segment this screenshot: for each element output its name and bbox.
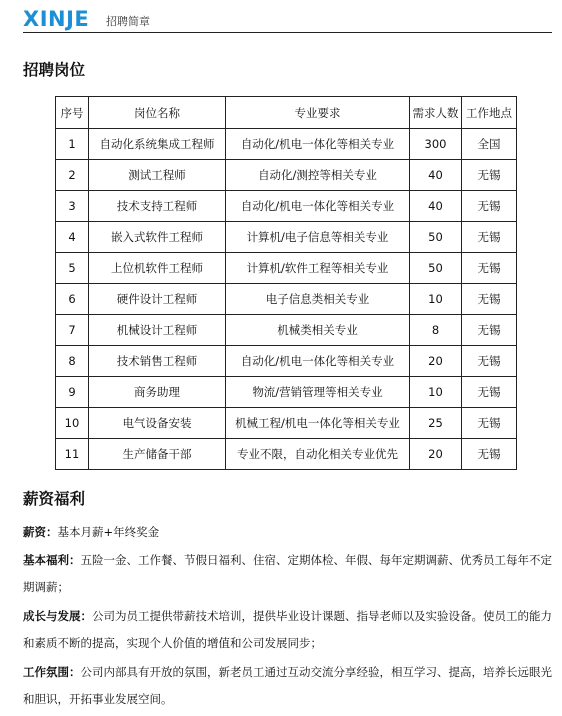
positions-table: [55, 96, 517, 470]
headcount-cell: 25: [410, 408, 462, 439]
headcount-cell: 300: [410, 129, 462, 160]
atmosphere-label: 工作氛围：: [23, 665, 81, 679]
table-row: [56, 253, 517, 284]
row-number-cell: 4: [56, 222, 89, 253]
work-location-cell: 无锡: [462, 346, 517, 377]
headcount-cell: 20: [410, 346, 462, 377]
major-requirement-cell: 自动化/机电一体化等相关专业: [226, 346, 410, 377]
row-number-cell: 2: [56, 160, 89, 191]
headcount-cell: 50: [410, 222, 462, 253]
row-number-cell: 9: [56, 377, 89, 408]
row-number-cell: 6: [56, 284, 89, 315]
salary-text: 基本月薪+年终奖金: [57, 525, 160, 539]
atmosphere-paragraph: [23, 659, 553, 713]
major-requirement-cell: 电子信息类相关专业: [226, 284, 410, 315]
column-header: 序号: [56, 97, 89, 129]
header-divider: [23, 32, 552, 33]
row-number-cell: 7: [56, 315, 89, 346]
page-header: [23, 6, 552, 36]
headcount-cell: 40: [410, 191, 462, 222]
basic-benefits-text: 五险一金、工作餐、节假日福利、住宿、定期体检、年假、每年定期调薪、优秀员工每年不定期调薪；: [23, 553, 552, 594]
major-requirement-cell: 自动化/测控等相关专业: [226, 160, 410, 191]
basic-benefits-paragraph: [23, 547, 553, 601]
table-row: [56, 315, 517, 346]
headcount-cell: 10: [410, 284, 462, 315]
headcount-cell: 8: [410, 315, 462, 346]
row-number-cell: 3: [56, 191, 89, 222]
major-requirement-cell: 物流/营销管理等相关专业: [226, 377, 410, 408]
major-requirement-cell: 机械类相关专业: [226, 315, 410, 346]
table-row: [56, 408, 517, 439]
work-location-cell: 无锡: [462, 439, 517, 470]
position-name-cell: 上位机软件工程师: [89, 253, 226, 284]
position-name-cell: 硬件设计工程师: [89, 284, 226, 315]
position-name-cell: 自动化系统集成工程师: [89, 129, 226, 160]
work-location-cell: 无锡: [462, 222, 517, 253]
column-header: 工作地点: [462, 97, 517, 129]
table-body: [56, 129, 517, 470]
position-name-cell: 电气设备安装: [89, 408, 226, 439]
table-row: [56, 191, 517, 222]
growth-label: 成长与发展：: [23, 609, 92, 623]
work-location-cell: 无锡: [462, 160, 517, 191]
position-name-cell: 机械设计工程师: [89, 315, 226, 346]
table-row: [56, 222, 517, 253]
work-location-cell: 全国: [462, 129, 517, 160]
company-logo: XINJE: [23, 7, 90, 31]
major-requirement-cell: 专业不限，自动化相关专业优先: [226, 439, 410, 470]
row-number-cell: 5: [56, 253, 89, 284]
position-name-cell: 生产储备干部: [89, 439, 226, 470]
position-name-cell: 嵌入式软件工程师: [89, 222, 226, 253]
salary-label: 薪资：: [23, 525, 58, 539]
column-header: 岗位名称: [89, 97, 226, 129]
work-location-cell: 无锡: [462, 377, 517, 408]
header-subtitle: 招聘简章: [106, 15, 150, 28]
table-row: [56, 377, 517, 408]
major-requirement-cell: 机械工程/机电一体化等相关专业: [226, 408, 410, 439]
atmosphere-text: 公司内部具有开放的氛围，新老员工通过互动交流分享经验，相互学习、提高，培养长远眼光和胆识，开拓事业发展空间。: [23, 665, 552, 706]
growth-text: 公司为员工提供带薪技术培训，提供毕业设计课题、指导老师以及实验设备。使员工的能力和素质不断的提高，实现个人价值的增值和公司发展同步；: [23, 609, 552, 650]
table-row: [56, 284, 517, 315]
row-number-cell: 1: [56, 129, 89, 160]
positions-heading: 招聘岗位: [23, 61, 86, 79]
table-row: [56, 129, 517, 160]
major-requirement-cell: 自动化/机电一体化等相关专业: [226, 191, 410, 222]
headcount-cell: 50: [410, 253, 462, 284]
position-name-cell: 商务助理: [89, 377, 226, 408]
table-row: [56, 439, 517, 470]
work-location-cell: 无锡: [462, 253, 517, 284]
column-header: 专业要求: [226, 97, 410, 129]
headcount-cell: 10: [410, 377, 462, 408]
major-requirement-cell: 自动化/机电一体化等相关专业: [226, 129, 410, 160]
major-requirement-cell: 计算机/软件工程等相关专业: [226, 253, 410, 284]
work-location-cell: 无锡: [462, 408, 517, 439]
row-number-cell: 10: [56, 408, 89, 439]
major-requirement-cell: 计算机/电子信息等相关专业: [226, 222, 410, 253]
work-location-cell: 无锡: [462, 284, 517, 315]
salary-paragraph: [23, 519, 553, 546]
position-name-cell: 技术支持工程师: [89, 191, 226, 222]
headcount-cell: 40: [410, 160, 462, 191]
table-header-row: [56, 97, 517, 129]
position-name-cell: 技术销售工程师: [89, 346, 226, 377]
basic-benefits-label: 基本福利：: [23, 553, 81, 567]
row-number-cell: 8: [56, 346, 89, 377]
row-number-cell: 11: [56, 439, 89, 470]
table-row: [56, 346, 517, 377]
headcount-cell: 20: [410, 439, 462, 470]
work-location-cell: 无锡: [462, 191, 517, 222]
work-location-cell: 无锡: [462, 315, 517, 346]
table-row: [56, 160, 517, 191]
position-name-cell: 测试工程师: [89, 160, 226, 191]
benefits-heading: 薪资福利: [23, 490, 86, 508]
column-header: 需求人数: [410, 97, 462, 129]
growth-paragraph: [23, 603, 553, 657]
